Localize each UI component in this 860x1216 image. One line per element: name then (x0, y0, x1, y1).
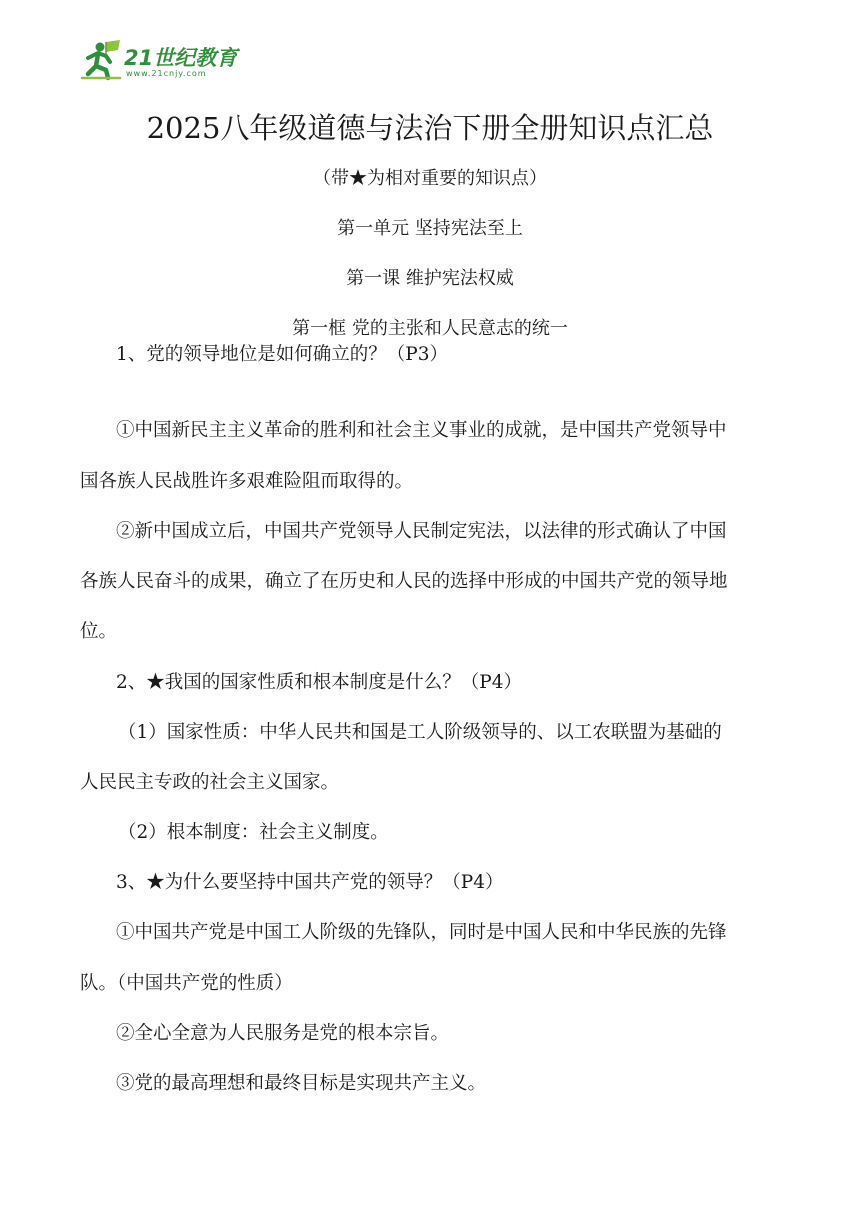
brand-logo (80, 38, 250, 84)
paragraph-line: （2）根本制度：社会主义制度。 (118, 822, 389, 843)
paragraph-line: 各族人民奋斗的成果，确立了在历史和人民的选择中形成的中国共产党的领导地 (80, 571, 728, 592)
paragraph-line: 位。 (80, 621, 118, 642)
paragraph-line: （1）国家性质：中华人民共和国是工人阶级领导的、以工农联盟为基础的 (118, 722, 722, 743)
paragraph-line: ②全心全意为人民服务是党的根本宗旨。 (116, 1023, 450, 1044)
paragraph-line: ③党的最高理想和最终目标是实现共产主义。 (116, 1073, 487, 1094)
document-title: 2025八年级道德与法治下册全册知识点汇总 (146, 111, 714, 145)
brand-name: 21世纪教育 (124, 46, 238, 70)
question-heading: 3、★为什么要坚持中国共产党的领导？（P4） (116, 872, 504, 893)
question-heading: 1、党的领导地位是如何确立的？（P3） (116, 344, 448, 365)
unit-heading: 第一单元 坚持宪法至上 (337, 218, 523, 239)
runner-icon (80, 38, 124, 82)
paragraph-line: ①中国新民主主义革命的胜利和社会主义事业的成就，是中国共产党领导中 (116, 420, 727, 441)
paragraph-line: 国各族人民战胜许多艰难险阻而取得的。 (80, 471, 414, 492)
paragraph-line: ②新中国成立后，中国共产党领导人民制定宪法，以法律的形式确认了中国 (116, 521, 727, 542)
lesson-heading: 第一课 维护宪法权威 (346, 268, 514, 289)
paragraph-line: 人民民主专政的社会主义国家。 (80, 772, 340, 793)
frame-heading: 第一框 党的主张和人民意志的统一 (292, 318, 568, 339)
brand-url: www.21cnjy.com (126, 69, 207, 78)
paragraph-line: 队。（中国共产党的性质） (80, 973, 293, 994)
paragraph-line: ①中国共产党是中国工人阶级的先锋队，同时是中国人民和中华民族的先锋 (116, 922, 727, 943)
question-heading: 2、★我国的国家性质和根本制度是什么？（P4） (116, 672, 522, 693)
document-subtitle: （带★为相对重要的知识点） (313, 168, 547, 189)
